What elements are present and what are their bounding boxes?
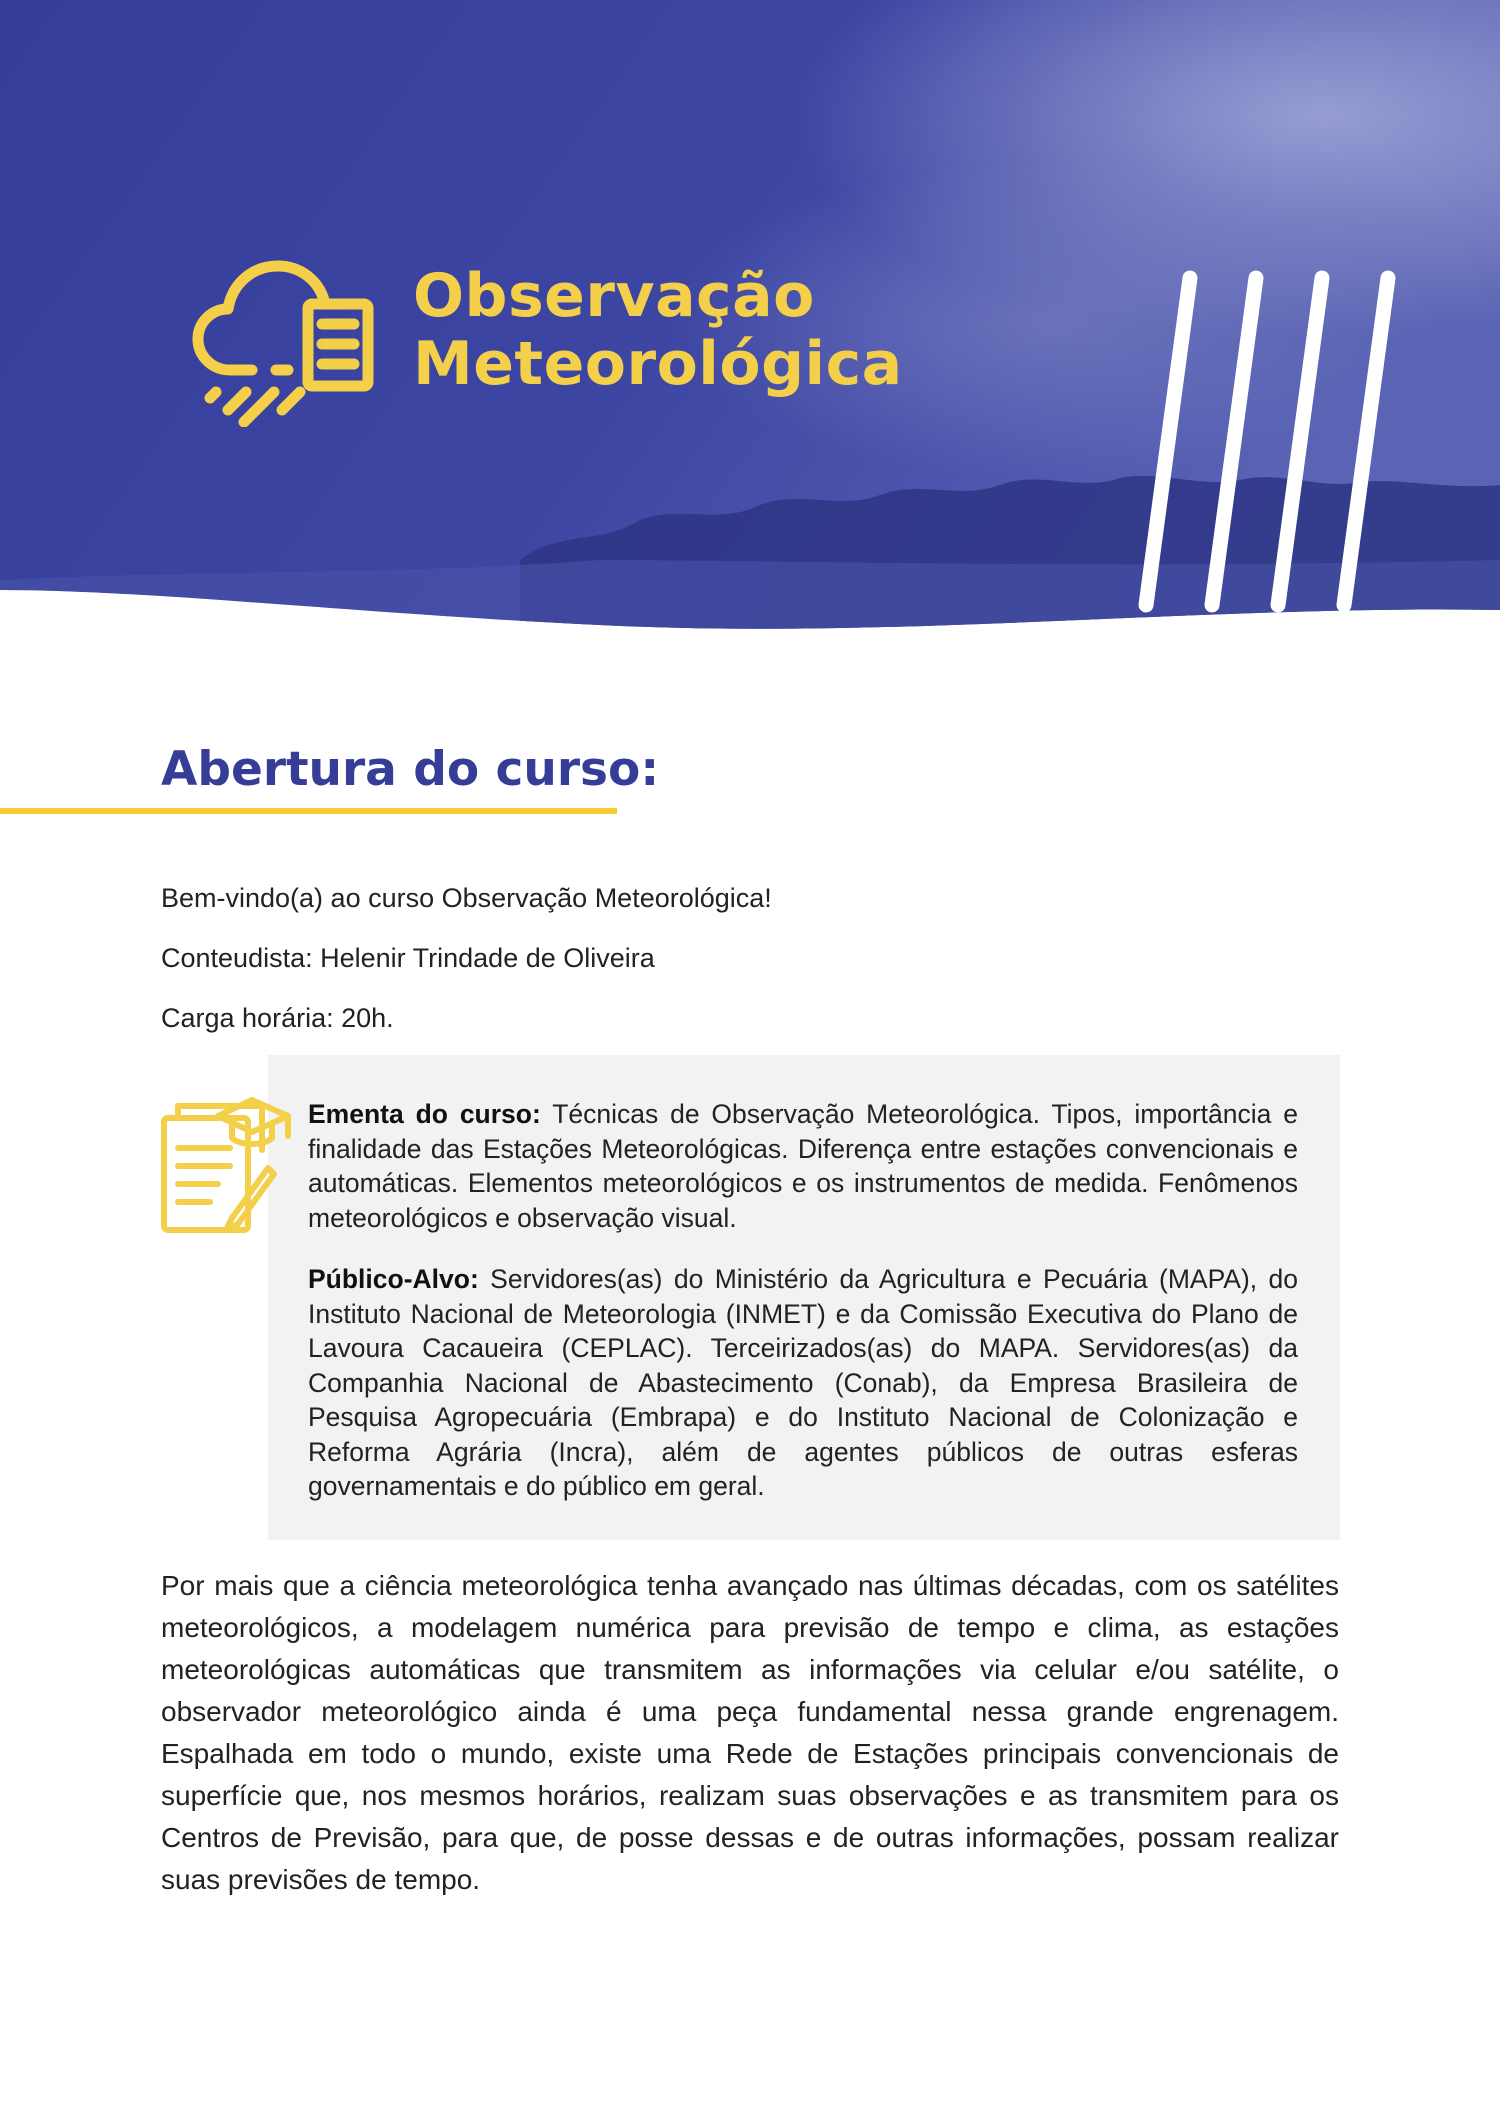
ementa-text: Técnicas de Observação Meteorológica. Tipos, importância e finalidade das Estações Meteorológicas. Diferença entre estações convencionais e automáticas. Elementos meteorológicos e os instrumentos de medida. Fenômenos meteorológicos e observação visual. (308, 1099, 1298, 1233)
course-title-line2: Meteorológica (413, 329, 903, 399)
ementa-paragraph (308, 1097, 1298, 1235)
publico-paragraph (308, 1262, 1298, 1504)
publico-text: Servidores(as) do Ministério da Agricultura e Pecuária (MAPA), do Instituto Nacional de Meteorologia (INMET) e da Comissão Executiva do Plano de Lavoura Cacaueira (CEPLAC). Terceirizados(as) do MAPA. Servidores(as) da Companhia Nacional de Abastecimento (Conab), da Empresa Brasileira de Pesquisa Agropecuária (Embrapa) e do Instituto Nacional de Colonização e Reforma Agrária (Incra), além de agentes públicos de outras esferas governamentais e do público em geral. (308, 1264, 1298, 1501)
body-paragraph: Por mais que a ciência meteorológica tenha avançado nas últimas décadas, com os satélites meteorológicos, a modelagem numérica para previsão de tempo e clima, as estações meteorológicas automáticas que transmitem as informações via celular e/ou satélite, o observador meteorológico ainda é uma peça fundamental nessa grande engrenagem. Espalhada em todo o mundo, existe uma Rede de Estações principais convencionais de superfície que, nos mesmos horários, realizam suas observações e as transmitem para os Centros de Previsão, para que, de posse dessas e de outras informações, possam realizar suas previsões de tempo. (161, 1570, 1339, 1895)
heading-underline (0, 808, 617, 814)
ementa-label: Ementa do curso: (308, 1099, 541, 1129)
graduation-document-icon (156, 1090, 296, 1240)
course-title-line1: Observação (413, 261, 815, 331)
cloud-document-rain-icon (190, 252, 380, 427)
workload-text: Carga horária: 20h. (161, 1003, 394, 1033)
section-heading: Abertura do curso: (161, 742, 660, 797)
publico-label: Público-Alvo: (308, 1264, 479, 1294)
author-text: Conteudista: Helenir Trindade de Oliveira (161, 943, 655, 973)
welcome-text: Bem-vindo(a) ao curso Observação Meteorológica! (161, 883, 772, 913)
course-title (413, 262, 903, 398)
